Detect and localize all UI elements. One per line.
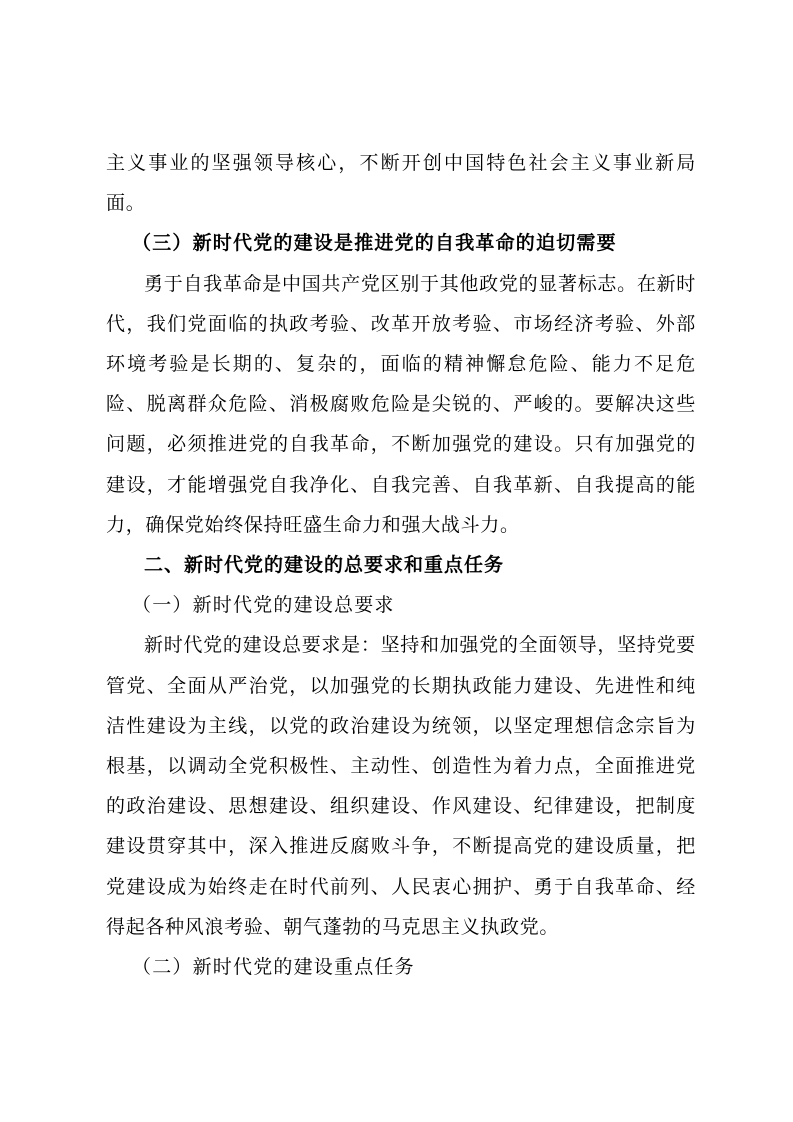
document-body — [106, 143, 696, 987]
subheading-one: （一）新时代党的建设总要求 — [132, 594, 395, 617]
subheading-two: （二）新时代党的建设重点任务 — [132, 956, 415, 979]
paragraph-general-requirements: 新时代党的建设总要求是：坚持和加强党的全面领导，坚持党要管党、全面从严治党，以加强党的长期执政能力建设、先进性和纯洁性建设为主线，以党的政治建设为统领，以坚定理想信念宗旨为根基，以调动全党积极性、主动性、创造性为着力点，全面推进党的政治建设、思想建设、组织建设、作风建设、纪律建设，把制度建设贯穿其中，深入推进反腐败斗争，不断提高党的建设质量，把党建设成为始终走在时代前列、人民衷心拥护、勇于自我革命、经得起各种风浪考验、朝气蓬勃的马克思主义执政党。 — [106, 634, 696, 938]
paragraph-self-revolution: 勇于自我革命是中国共产党区别于其他政党的显著标志。在新时代，我们党面临的执政考验、改革开放考验、市场经济考验、外部环境考验是长期的、复杂的，面临的精神懈怠危险、能力不足危险、脱离群众危险、消极腐败危险是尖锐的、严峻的。要解决这些问题，必须推进党的自我革命，不断加强党的建设。只有加强党的建设，才能增强党自我净化、自我完善、自我革新、自我提高的能力，确保党始终保持旺盛生命力和强大战斗力。 — [106, 272, 696, 536]
section-two-title: 二、新时代党的建设的总要求和重点任务 — [144, 554, 505, 577]
subheading-three: （三）新时代党的建设是推进党的自我革命的迫切需要 — [132, 232, 617, 255]
paragraph-continuation: 主义事业的坚强领导核心，不断开创中国特色社会主义事业新局面。 — [106, 152, 696, 215]
